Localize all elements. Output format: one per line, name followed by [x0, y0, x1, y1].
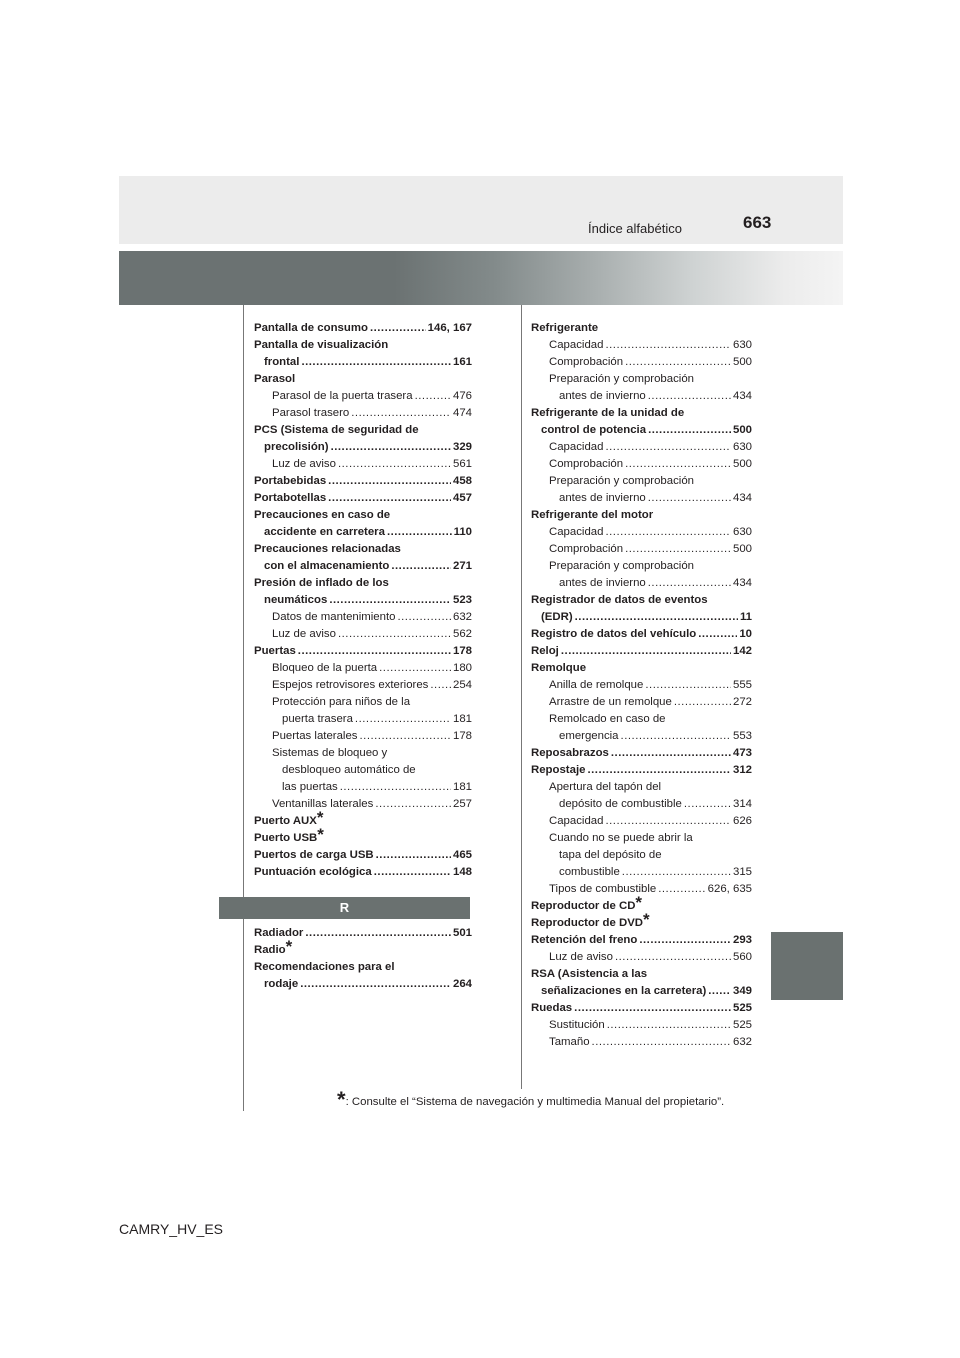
- dot-leader: [607, 1017, 731, 1034]
- index-entry: [531, 983, 752, 1000]
- index-entry: [254, 422, 472, 439]
- index-entry-term: Preparación y comprobación: [549, 560, 694, 572]
- dot-leader: [621, 728, 731, 745]
- dot-leader: [375, 796, 451, 813]
- index-entry-term: Remolcado en caso de: [549, 713, 666, 725]
- index-entry: [254, 677, 472, 694]
- index-entry: [531, 910, 752, 932]
- index-entry-term: accidente en carretera: [264, 526, 385, 538]
- column-divider-rule: [521, 305, 522, 1089]
- index-entry: [254, 728, 472, 745]
- index-entry-term: Luz de aviso: [549, 951, 613, 963]
- index-entry: [531, 1017, 752, 1034]
- index-entry-term: Luz de aviso: [272, 458, 336, 470]
- index-entry: [254, 456, 472, 473]
- index-entry-term: Tipos de combustible: [549, 883, 657, 895]
- index-entry-page: 630: [732, 441, 752, 453]
- index-entry-page: 632: [732, 1036, 752, 1048]
- dot-leader: [615, 949, 731, 966]
- index-entry-term: Recomendaciones para el: [254, 961, 395, 973]
- index-entry-term: antes de invierno: [559, 492, 646, 504]
- index-entry-term: antes de invierno: [559, 577, 646, 589]
- dot-leader: [391, 558, 451, 575]
- footnote-asterisk: *: [316, 808, 324, 827]
- index-entry: [531, 1000, 752, 1017]
- index-entry: [254, 524, 472, 541]
- index-entry-page: 500: [732, 356, 752, 368]
- dot-leader: [575, 609, 738, 626]
- footnote-asterisk: *: [317, 825, 324, 844]
- index-entry: [254, 354, 472, 371]
- index-entry: [254, 745, 472, 762]
- index-entry: [531, 558, 752, 575]
- index-entry-term: tapa del depósito de: [559, 849, 662, 861]
- dot-leader: [625, 354, 731, 371]
- index-entry: [531, 893, 752, 915]
- index-entry-page: 315: [732, 866, 752, 878]
- index-entry: [254, 405, 472, 422]
- dot-leader: [387, 524, 452, 541]
- dot-leader: [611, 745, 731, 762]
- index-entry-term: puerta trasera: [282, 713, 353, 725]
- index-entry-page: 474: [452, 407, 472, 419]
- index-entry-page: 632: [452, 611, 472, 623]
- index-entry-page: 501: [452, 927, 472, 939]
- index-entry-term: Registrador de datos de eventos: [531, 594, 708, 606]
- index-entry: [254, 558, 472, 575]
- index-entry: [254, 694, 472, 711]
- index-entry-page: 178: [452, 730, 472, 742]
- index-entry: [531, 405, 752, 422]
- dot-leader: [605, 813, 731, 830]
- index-entry-term: Puerto USB: [254, 832, 318, 844]
- index-entry-page: 458: [452, 475, 472, 487]
- dot-leader: [376, 847, 451, 864]
- index-entry-term: Refrigerante: [531, 322, 599, 334]
- index-entry-page: 178: [452, 645, 472, 657]
- index-entry-term: Capacidad: [549, 526, 604, 538]
- index-entry: [531, 609, 752, 626]
- index-entry-term: Preparación y comprobación: [549, 373, 694, 385]
- index-entry-page: 110: [453, 526, 472, 538]
- index-entry: [254, 371, 472, 388]
- dot-leader: [658, 881, 705, 898]
- index-entry: [531, 711, 752, 728]
- dot-leader: [574, 1000, 731, 1017]
- index-entry-term: precolisión): [264, 441, 329, 453]
- dot-leader: [340, 779, 451, 796]
- index-entry-term: Refrigerante de la unidad de: [531, 407, 685, 419]
- section-letter-header: R: [219, 897, 470, 919]
- index-entry-term: desbloqueo automático de: [282, 764, 416, 776]
- index-entry-term: Puertas laterales: [272, 730, 358, 742]
- index-entry: [254, 959, 472, 976]
- index-entry-term: las puertas: [282, 781, 338, 793]
- index-entry: [254, 490, 472, 507]
- dot-leader: [605, 337, 731, 354]
- dot-leader: [561, 643, 731, 660]
- index-entry-page: 434: [732, 577, 752, 589]
- index-entry: [254, 626, 472, 643]
- index-entry: [254, 592, 472, 609]
- index-entry-page: 349: [732, 985, 752, 997]
- index-entry-term: Remolque: [531, 662, 587, 674]
- index-entry-page: 525: [732, 1002, 752, 1014]
- index-entry: [531, 371, 752, 388]
- index-entry-term: Puertos de carga USB: [254, 849, 374, 861]
- index-entry-term: Capacidad: [549, 441, 604, 453]
- footnote-text: : Consulte el “Sistema de navegación y multimedia Manual del propietario”.: [345, 1096, 725, 1108]
- index-entry-term: Capacidad: [549, 339, 604, 351]
- dot-leader: [359, 728, 451, 745]
- dot-leader: [370, 320, 426, 337]
- index-entry-term: Registro de datos del vehículo: [531, 628, 697, 640]
- index-entry: [531, 626, 752, 643]
- index-entry-page: 264: [452, 978, 472, 990]
- index-entry-term: Parasol trasero: [272, 407, 350, 419]
- dot-leader: [331, 439, 451, 456]
- dot-leader: [397, 609, 451, 626]
- index-entry-term: Protección para niños de la: [272, 696, 411, 708]
- dot-leader: [648, 388, 731, 405]
- index-entry-term: Espejos retrovisores exteriores: [272, 679, 429, 691]
- index-entry: [531, 541, 752, 558]
- dot-leader: [351, 405, 451, 422]
- index-entry-page: 314: [732, 798, 752, 810]
- index-entry-page: 148: [452, 866, 472, 878]
- index-entry: [531, 694, 752, 711]
- dot-leader: [625, 456, 731, 473]
- index-entry-term: Pantalla de consumo: [254, 322, 368, 334]
- index-entry: [531, 660, 752, 677]
- index-entry-page: 181: [452, 713, 472, 725]
- index-entry-page: 293: [732, 934, 752, 946]
- index-entry-term: Radio: [254, 944, 286, 956]
- index-entry: [531, 864, 752, 881]
- dot-leader: [605, 439, 731, 456]
- index-entry-term: Reposabrazos: [531, 747, 609, 759]
- index-entry-term: Parasol de la puerta trasera: [272, 390, 413, 402]
- header-background: [119, 176, 843, 244]
- index-entry-term: Pantalla de visualización: [254, 339, 389, 351]
- index-entry-term: Ruedas: [531, 1002, 573, 1014]
- index-entry-term: señalizaciones en la carretera): [541, 985, 707, 997]
- index-entry-page: 142: [732, 645, 752, 657]
- index-entry-term: Arrastre de un remolque: [549, 696, 672, 708]
- index-entry-term: Capacidad: [549, 815, 604, 827]
- index-entry-page: 500: [732, 543, 752, 555]
- dot-leader: [338, 626, 451, 643]
- index-entry-term: Comprobación: [549, 458, 624, 470]
- index-entry: [254, 575, 472, 592]
- dot-leader: [415, 388, 451, 405]
- index-entry-term: Reproductor de DVD: [531, 917, 644, 929]
- dot-leader: [674, 694, 731, 711]
- index-entry-page: 500: [732, 458, 752, 470]
- index-entry-page: 434: [732, 492, 752, 504]
- index-entry: [531, 847, 752, 864]
- index-entry-term: RSA (Asistencia a las: [531, 968, 648, 980]
- dot-leader: [305, 925, 451, 942]
- dot-leader: [592, 1034, 731, 1051]
- index-entry-term: antes de invierno: [559, 390, 646, 402]
- index-entry: [531, 762, 752, 779]
- index-entry: [531, 830, 752, 847]
- index-entry-page: 525: [732, 1019, 752, 1031]
- index-entry: [531, 813, 752, 830]
- index-entry: [531, 320, 752, 337]
- index-entry-term: (EDR): [541, 611, 573, 623]
- index-entry-term: Reloj: [531, 645, 559, 657]
- index-entry: [531, 422, 752, 439]
- index-entry: [531, 728, 752, 745]
- index-entry: [254, 320, 472, 337]
- index-entry: [254, 762, 472, 779]
- dot-leader: [645, 677, 731, 694]
- index-entry: [531, 779, 752, 796]
- index-entry: [531, 796, 752, 813]
- index-entry: [531, 456, 752, 473]
- header-gradient-band: [119, 251, 843, 305]
- index-entry-page: 630: [732, 339, 752, 351]
- dot-leader: [639, 932, 731, 949]
- index-entry-term: Sustitución: [549, 1019, 605, 1031]
- index-entry: [531, 592, 752, 609]
- index-entry: [531, 507, 752, 524]
- index-entry-term: Refrigerante del motor: [531, 509, 654, 521]
- dot-leader: [338, 456, 451, 473]
- index-entry-page: 562: [452, 628, 472, 640]
- index-entry: [531, 932, 752, 949]
- index-entry-page: 11: [739, 611, 752, 623]
- index-entry-term: Apertura del tapón del: [549, 781, 662, 793]
- dot-leader: [648, 490, 731, 507]
- index-entry-term: depósito de combustible: [559, 798, 682, 810]
- index-entry: [254, 388, 472, 405]
- index-entry-term: Precauciones relacionadas: [254, 543, 401, 555]
- left-margin-rule: [243, 305, 244, 1111]
- index-entry-page: 626: [732, 815, 752, 827]
- dot-leader: [355, 711, 451, 728]
- index-entry: [531, 575, 752, 592]
- dot-leader: [698, 626, 737, 643]
- dot-leader: [587, 762, 731, 779]
- index-entry-term: Preparación y comprobación: [549, 475, 694, 487]
- footnote-asterisk: *: [285, 937, 293, 956]
- index-column-left: [254, 320, 472, 993]
- index-entry-term: Bloqueo de la puerta: [272, 662, 378, 674]
- index-entry-page: 181: [452, 781, 472, 793]
- index-entry-page: 272: [732, 696, 752, 708]
- index-entry: [254, 541, 472, 558]
- dot-leader: [625, 541, 731, 558]
- index-entry-term: control de potencia: [541, 424, 647, 436]
- index-entry-term: Luz de aviso: [272, 628, 336, 640]
- index-entry-term: Portabotellas: [254, 492, 327, 504]
- index-entry-page: 476: [452, 390, 472, 402]
- index-entry-term: Puntuación ecológica: [254, 866, 372, 878]
- dot-leader: [622, 864, 731, 881]
- index-entry-term: Radiador: [254, 927, 304, 939]
- index-entry: [254, 864, 472, 881]
- index-entry: [254, 796, 472, 813]
- index-entry-page: 457: [452, 492, 472, 504]
- index-entry: [254, 825, 472, 847]
- index-entry-page: 434: [732, 390, 752, 402]
- index-entry: [531, 354, 752, 371]
- index-entry-term: Portabebidas: [254, 475, 327, 487]
- dot-leader: [301, 354, 451, 371]
- index-entry-term: con el almacenamiento: [264, 560, 390, 572]
- index-entry-term: Presión de inflado de los: [254, 577, 389, 589]
- index-entry-term: neumáticos: [264, 594, 328, 606]
- index-entry-term: Anilla de remolque: [549, 679, 644, 691]
- index-entry-page: 10: [739, 628, 752, 640]
- index-entry-term: Reproductor de CD: [531, 900, 636, 912]
- index-entry-page: 630: [732, 526, 752, 538]
- index-entry: [531, 677, 752, 694]
- dot-leader: [605, 524, 731, 541]
- index-entry: [254, 473, 472, 490]
- index-entry: [531, 966, 752, 983]
- index-entry: [531, 949, 752, 966]
- index-entry-term: Sistemas de bloqueo y: [272, 747, 388, 759]
- index-entry-page: 180: [452, 662, 472, 674]
- model-code: CAMRY_HV_ES: [119, 1221, 224, 1237]
- index-entry: [254, 976, 472, 993]
- index-entry-term: Repostaje: [531, 764, 586, 776]
- index-entry-page: 560: [732, 951, 752, 963]
- index-entry: [254, 439, 472, 456]
- footnote-asterisk: *: [337, 1087, 346, 1112]
- index-entry-term: combustible: [559, 866, 620, 878]
- dot-leader: [648, 575, 731, 592]
- footnote-asterisk: *: [643, 910, 650, 929]
- dot-leader: [298, 643, 451, 660]
- index-entry: [254, 337, 472, 354]
- index-entry: [254, 643, 472, 660]
- index-entry-term: Puertas: [254, 645, 296, 657]
- dot-leader: [430, 677, 451, 694]
- index-entry-term: Datos de mantenimiento: [272, 611, 396, 623]
- index-entry: [254, 711, 472, 728]
- index-entry-term: Puerto AUX: [254, 815, 317, 827]
- index-entry: [531, 388, 752, 405]
- index-entry-term: Parasol: [254, 373, 296, 385]
- index-entry: [531, 745, 752, 762]
- footnote-asterisk: *: [635, 893, 643, 912]
- index-entry-term: Ventanillas laterales: [272, 798, 374, 810]
- dot-leader: [328, 473, 451, 490]
- index-entry-term: Comprobación: [549, 356, 624, 368]
- index-entry-page: 473: [732, 747, 752, 759]
- index-entry: [254, 937, 472, 959]
- index-entry: [531, 337, 752, 354]
- dot-leader: [374, 864, 451, 881]
- index-entry: [531, 490, 752, 507]
- section-title: Índice alfabético: [588, 221, 682, 236]
- index-entry: [254, 660, 472, 677]
- chapter-side-tab: [771, 932, 843, 1000]
- index-entry: [531, 643, 752, 660]
- index-entry-term: Tamaño: [549, 1036, 590, 1048]
- index-entry: [531, 524, 752, 541]
- index-entry-term: Precauciones en caso de: [254, 509, 391, 521]
- index-entry-page: 555: [732, 679, 752, 691]
- dot-leader: [328, 490, 451, 507]
- dot-leader: [379, 660, 451, 677]
- index-entry-page: 500: [732, 424, 752, 436]
- index-entry-page: 257: [452, 798, 472, 810]
- index-entry-page: 626, 635: [707, 883, 752, 895]
- index-entry: [254, 609, 472, 626]
- index-entry-page: 161: [452, 356, 472, 368]
- index-entry-page: 146, 167: [427, 322, 472, 334]
- index-entry-page: 561: [452, 458, 472, 470]
- index-entry-page: 271: [452, 560, 472, 572]
- footnote: [337, 1087, 725, 1112]
- dot-leader: [648, 422, 731, 439]
- index-entry-term: PCS (Sistema de seguridad de: [254, 424, 419, 436]
- index-entry-page: 523: [452, 594, 472, 606]
- index-entry-term: Retención del freno: [531, 934, 638, 946]
- index-column-right: [531, 320, 752, 1051]
- dot-leader: [329, 592, 451, 609]
- dot-leader: [708, 983, 731, 1000]
- index-entry: [531, 1034, 752, 1051]
- index-entry: [531, 439, 752, 456]
- index-entry-page: 254: [452, 679, 472, 691]
- dot-leader: [300, 976, 451, 993]
- dot-leader: [684, 796, 731, 813]
- index-entry-term: frontal: [264, 356, 300, 368]
- index-entry-term: Comprobación: [549, 543, 624, 555]
- index-entry: [254, 808, 472, 830]
- index-entry: [254, 779, 472, 796]
- index-entry: [254, 507, 472, 524]
- index-entry: [531, 473, 752, 490]
- index-entry-term: rodaje: [264, 978, 299, 990]
- index-entry: [254, 847, 472, 864]
- index-entry-term: Cuando no se puede abrir la: [549, 832, 693, 844]
- page-number: 663: [743, 213, 772, 232]
- index-entry-term: emergencia: [559, 730, 619, 742]
- index-entry-page: 465: [452, 849, 472, 861]
- index-entry-page: 553: [732, 730, 752, 742]
- index-entry-page: 312: [732, 764, 752, 776]
- index-entry-page: 329: [452, 441, 472, 453]
